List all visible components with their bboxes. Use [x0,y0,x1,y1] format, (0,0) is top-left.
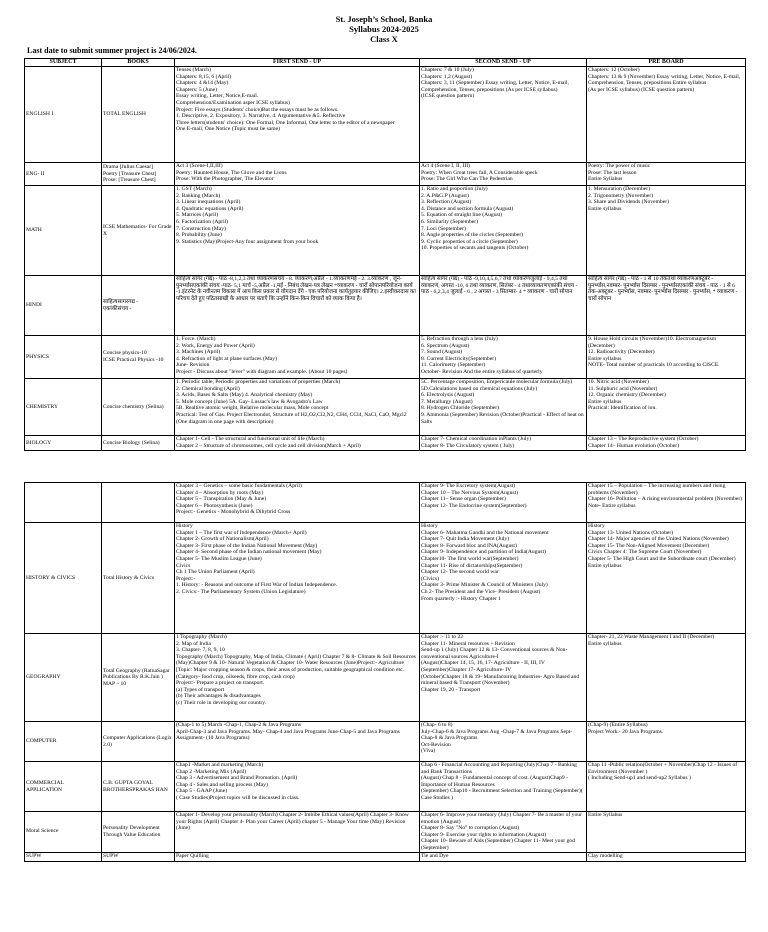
books-cell [102,379,175,436]
table-row [25,276,746,336]
books-cell [102,186,175,276]
cell-line: Chapter 7- Chemical coordination inPlants (July) [421,436,532,442]
cell-line: Comprehension/Examination asper ICSE syllabus) [176,99,290,106]
document-header [0,0,768,44]
table-row [25,67,746,163]
preboard-cell [587,483,746,523]
preboard-cell [587,276,746,336]
cell-line: Chapter 12- The second world war [421,569,499,576]
subject-cell: ENG- II [25,163,102,186]
cell-line: 3. Reflection (August) [421,199,472,206]
cell-line: Entire Syllabus [588,812,623,818]
cell-line: 9. Ammonia (September) Revision (October)Practical - Effect of heat on Salts [421,411,584,425]
cell-line: साहित्य सागर (गद्य) - पाठ -9,10,4,5,6,7 तथा व्याकरणजुलाई - 9,4,5 तथा व्याकरण, अगस्त -10, 6 तथा व्याकरण, सितंबर - 4 तथाव्याकरणएकांकी संचय - पाठ - 6,2,3,4 जुलाई - 6 , 2 अगस्त - 3 सितम्बर- 4 * व्याकरण - चारों सोपान [421,276,578,296]
cell-line: 7. Construction (May) [176,225,226,232]
cell-line: (Chap- 6 to 8) [421,722,453,728]
cell-line: Chapter 10 – The Nervous System(August) [421,489,518,496]
cell-line: 9. Cyclic properties of a circle (September) [421,238,518,245]
cell-line: Total History & Civics [103,574,155,581]
cell-line: April-Chap-3 and Java Programs. May- Chap-4 and Java Programs June-Chap-5 and Java Programs [176,728,400,735]
cell-line: 3. Linear inequations (April) [176,199,241,206]
cell-line: Tie and Dye [421,852,449,859]
cell-line: (September) Chap10 - Recruitment Selection and Training (September)( Case Studies ) [421,788,583,801]
cell-line: Chapters: 13 & 9 (November) Essay writing, Letter, Notice, E-mail, Comprehension, Tenses, prepositions Entire syllabus [588,73,741,87]
first-sendup-cell [175,812,420,853]
cell-line: Chapter 1- Cell - The structural and functional unit of life (March) [176,436,325,442]
cell-line: Assignment- (10 Java Programs) [176,735,250,742]
table-row [25,722,746,762]
books-cell [102,436,175,451]
cell-line: Chapter 13- United Nations (October) [588,529,674,536]
first-sendup-cell [175,762,420,812]
first-sendup-cell [175,276,420,336]
cell-line: Civics [176,562,191,569]
cell-line: SUPW [103,853,119,860]
cell-line: 5D.Calculations based on chemical equations (July) [421,385,538,392]
second-sendup-cell [420,523,587,634]
cell-line: Chapter 3- Prime Minister & Council of Ministers (July) [421,582,548,589]
cell-line: Paper Quilling [176,852,209,859]
cell-line: Project: Five essays (Students' choice)But the essays must be as follows. [176,106,339,113]
first-sendup-cell [175,852,420,861]
table-header-row [25,59,746,67]
cell-line: Chapters: 7 & 10 (July) [421,67,474,73]
cell-line: Act 4 (Scene I, II, III) [421,163,470,169]
cell-line: 3. Acids, Bases & Salts (May) 4. Analytical chemistry (May) [176,392,313,399]
cell-line: Project:- [176,575,196,582]
cell-line: Clay modelling [588,852,623,859]
first-sendup-cell [175,163,420,186]
cell-line: Chapters: 8,15, 6 (April) [176,73,232,80]
cell-line: 2. A.P&G.P (August) [421,192,469,199]
second-sendup-cell [420,634,587,722]
cell-line: Prose: The last lesson [588,169,637,176]
cell-line: Chapter 12- The Endocrine system(September) [421,502,527,509]
cell-line: 12. Radioactivity (December) [588,349,655,356]
cell-line: June- Revision [176,362,210,369]
second-sendup-cell [420,483,587,523]
cell-line: (August) Chap 8 - Fundamental concept of cost. (August)Chap9 - Importance of Human Resources [421,775,568,788]
cell-line: Chapter 6- Improve your memory (July) Chapter 7- Be a master of your emotion (August) [421,812,582,825]
cell-line: Topography (March) Topography, Map of India, Climate ( April) Chapter 7 & 8- Climate & Soil Resources (May)Chapter 9 & 10- Natural Vegetation & Chapter 10- Water Resources (June)Project:- Agriculture [Topic: Major cropping season & crops, their areas of production, suitable geographical condition etc. (Category- food crop, oilseeds, fibre crop, cash crop) [176,653,416,680]
first-sendup-cell [175,186,420,276]
preboard-cell [587,163,746,186]
cell-line: Entire Syllabus [588,176,623,183]
cell-line: Prose: The Girl Who Can The Pedestrian [421,176,513,183]
books-cell [102,336,175,379]
cell-line: 4. Quadratic equations (April) [176,205,244,212]
cell-line: Poetry: The power of music [588,163,651,169]
books-cell [102,276,175,336]
cell-line: Chapter 3 – Genetics – some basic fundamentals (April) [176,483,302,489]
cell-line: C.B. GUPTA GOYAL BROTHERSPRAKAS HAN [103,779,168,793]
subject-cell: Moral Science [25,812,102,853]
cell-line: 7. Loci (September) [421,225,466,232]
cell-line: Chap 5 - GAAP (June) [176,788,228,795]
preboard-cell [587,379,746,436]
cell-line: 6. Spectrum (August) [421,342,470,349]
cell-line: Chapter 9- Independence and partition of India(August) [421,549,546,556]
cell-line: Practical: Identification of ion. [588,405,657,412]
cell-line: Ch 1 The Union Parliament (April) [176,569,255,576]
cell-line: Poetry: Haunted House, The Glove and the Lions [176,169,287,176]
cell-line: Send-up 1 (July) Chapter 12 & 13- Conventional sources & Non-conventional sources Agriculture-I [421,647,568,660]
cell-line: Chapter 2 – Structure of chromosomes, cell cycle and cell division(March + April) [176,442,361,449]
cell-line: Chapter :- 11 to 22 [421,634,464,640]
cell-line: 2. Work, Energy and Power (April) [176,342,255,349]
cell-line: 8. Hydrogen Chloride (September) [421,405,499,412]
cell-line: 8. Angle properties of the circles (September) [421,232,524,239]
cell-line: Chapter 15- The Non-Aligned Movement (December) [588,542,710,549]
cell-line: Act 3 (Scene-I,II,III) [176,163,223,169]
cell-line: 12. Organic chemistry (December) [588,392,666,399]
cell-line: 1 Topography (March) [176,634,227,640]
cell-line: 1. Force. (March) [176,336,216,342]
cell-line: Three letters(students' choice): One Formal, One Informal, One letter to the editor of a newspaper [176,119,395,126]
cell-line: 1. Descriptive, 2. Expository, 3. Narrative, 4. Argumentative &5. Reflective [176,113,346,120]
cell-line: 6. Electrolysis (August) [421,392,475,399]
cell-line: (August)Chapter 14, 15, 16, 17- Agriculture - II, III, IV (September)Chapter 17- Agriculture- IV [421,660,545,673]
cell-line: Chap1 -Market and marketing (March) [176,762,264,768]
cell-line: (Civics) [421,575,440,582]
cell-line: Chapter 8- Forward bloc and INA(August) [421,542,517,549]
cell-line: 11. Calorimetry (September) [421,362,486,369]
cell-line: (Chap-1 to 5) March -Chap-1, Chap-2 & Java Programs [176,722,302,728]
cell-line: Chapters: 3, 11 (September) Essay writing, Letter, Notice, E-mail, Comprehension, Tenses, prepositions (As per ICSE syllabus) [421,80,569,93]
cell-line: Chapter 11– Sense organ (September) [421,496,506,503]
cell-line: Drama [Julius Caesar] [103,164,154,171]
cell-line: July-Chap-6 & Java Programs Aug -Chap-7 & Java Programs Sept- Chap-8 & Java Programs [421,728,573,742]
cell-line: Concise chemistry (Selina) [103,403,164,410]
second-sendup-cell [420,67,587,163]
cell-line: Chapter 3- First phase of the Indian National Movement (May) [176,542,318,549]
subject-cell: HINDI [25,276,102,336]
cell-line: Chapter 7- Quit India Movement (July) [421,536,510,543]
cell-line: Entire syllabus [588,398,622,405]
cell-line: One E-mail, One Notice (Topic must be same) [176,126,280,133]
cell-line: Chapter- 21, 22 Waste Management I and II (December) [588,634,715,640]
cell-line: 5. Mole concept (June) 5A. Gay- Lussac's law & Avogadro's Law [176,398,323,405]
cell-line: 1. GST (March) [176,186,212,192]
cell-line: Chap 4 - Sales and selling process (May) [176,781,268,788]
books-cell [102,634,175,722]
cell-line: 1. History: - Reasons and outcome of First War of Indian Independence. [176,582,338,589]
cell-line: Entire syllabus [588,640,622,647]
cell-line: 1. Mensuration (December) [588,186,650,192]
syllabus-table-page1 [24,58,746,451]
cell-line: 1. Periodic table, Periodic properties and variations of properties (March) [176,379,341,385]
table-row [25,852,746,861]
cell-line: Prose: With the Photographer, The Elevator [176,176,274,183]
cell-line: Civics Chapter 4: The Supreme Court (November) [588,549,702,556]
cell-line: Chapter 13 – The Reproductive system (October) [588,436,699,442]
subject-cell: COMMERCIAL APPLICATION [25,762,102,812]
cell-line: Entire syllabus [588,562,622,569]
second-sendup-cell [420,186,587,276]
school-name: St. Joseph’s School, Banka [335,14,433,24]
cell-line: 10. Nitric acid (November) [588,379,649,385]
cell-line: Chapter 1- Develop your personality (March) Chapter 2- Imbibe Ethical values(April) Chapter 3- Know your Rights (April) Chapter 4- Plan your Career (April) chapter 5 - Manage Your time (May) Revision (June) [176,812,409,832]
cell-line: 1. Ratio and proportion (July) [421,186,488,192]
cell-line: 5C. Percentage composition, Empericaule molecular formula (July) [421,379,573,385]
table-row [25,523,746,634]
first-sendup-cell [175,483,420,523]
cell-line: Project:- Prepare a project on transport. [176,680,265,687]
second-sendup-cell [420,379,587,436]
second-sendup-cell [420,276,587,336]
second-sendup-cell [420,163,587,186]
table-row [25,634,746,722]
cell-line: Chapter 9- Exercise your rights to information (August) [421,831,547,838]
cell-line: Prose: [Treasure Chest] [103,177,156,184]
subject-cell: CHEMISTRY [25,379,102,436]
cell-line: (c) Their role in developing our country. [176,699,267,706]
subject-cell: ENGLISH I [25,67,102,163]
books-cell [102,483,175,523]
books-cell [102,762,175,812]
subject-cell [25,483,102,523]
subject-cell: HISTORY & CIVICS [25,523,102,634]
table-row [25,483,746,523]
cell-line: Chapter 6- Mahatma Gandhi and the National movement [421,529,549,536]
preboard-cell [587,762,746,812]
cell-line: History [421,523,438,529]
cell-line: Concise Biology (Selina) [103,439,160,446]
cell-line: Project Work.- 20 Java Programs. [588,728,664,735]
cell-line: Poetry: When Great trees fall, A Considerable speck [421,169,538,176]
cell-line: Practical: Test of Gas. Project Electrondot, Structure of H2,O2,Cl2,N2, CH4, CCl4, NaCl, CaO, Mgcl2 (One diagram in one page with description) [176,411,407,425]
cell-line: 6. Similarity (September) [421,218,479,225]
cell-line: Chapter 14– Human evolution (October) [588,442,680,449]
cell-line: 2. Map of India [176,640,211,647]
cell-line: Chapter 8- The Circulatory system ( July) [421,442,515,449]
syllabus-title: Syllabus 2024-2025 [349,24,419,34]
cell-line: Note- Entire syllabus [588,502,636,509]
cell-line: History [176,523,193,529]
cell-line: (b) Their advantages & disadvantages [176,693,261,700]
cell-line: Poetry [Treasure Chest] [103,170,157,177]
cell-line: Chap 3 - Advertisement and Brand Promotion. (April) [176,775,298,782]
cell-line: Chapter 11- Rise of dictatorships(September) [421,562,523,569]
cell-line: Concise physics-10 [103,350,147,357]
cell-line: Chap 11 -Public relation(October + November)Chap 12 - Issues of Environment (November ) [588,762,738,775]
cell-line: ( Including Send-up1 and send-up2 Syllabus ) [588,775,691,782]
cell-line: 6. Factorization (April) [176,218,229,225]
cell-line: October- Revision And the entire syllabus of quarterly [421,368,543,375]
cell-line: 9. House Hold circuits (November)10. Electromagnetism (December) [588,336,717,349]
cell-line: 8. Probability (June) [176,232,222,239]
cell-line: Essay writing, Letter, Notice,E-mail. [176,93,259,100]
subject-cell: PHYSICS [25,336,102,379]
cell-line: 9. Statistics (May)Project-Any four assignment from your book [176,238,319,245]
cell-line: Total Geography (RatnaSagar Publications By R.K.Jain ) MAP – 10 [103,667,170,687]
cell-line: (Chap-9) (Entire Syllabus) [588,722,648,728]
cell-line: 5. Matrices (April) [176,212,219,219]
books-cell [102,163,175,186]
books-cell [102,812,175,853]
cell-line: 5. Equation of straight line (August) [421,212,503,219]
second-sendup-cell [420,436,587,451]
cell-line: Chapter10- The first world war(September) [421,555,519,562]
cell-line: 2. Banking (March) [176,192,221,199]
books-cell [102,523,175,634]
cell-line: Chapter 9- The Excretory system(August) [421,483,516,489]
cell-line: 2. Civics:- The Parliamentary System (Union Legislature) [176,588,306,595]
subject-cell: MATH [25,186,102,276]
cell-line: ( Case Studies)Project topics will be discussed in class. [176,794,300,801]
cell-line: Chapter 15 – Population – The increasing numbers and rising problems (November) [588,483,726,496]
cell-line: Project - Discuss about "lever" with diagram and example. (About 10 pages) [176,368,348,375]
cell-line: Chapters: 12 (October) [588,67,640,73]
first-sendup-cell [175,634,420,722]
cell-line: 4. Distance and section formula (August) [421,205,514,212]
cell-line: साहित्य सागर (गद्य) - पाठ -8,1,2,3 तथा व्याकरणसंचय - 8. व्याकरण,अप्रैल - 1.व्याकरणमई - 2. 3.व्याकरण , जून-पुनर्भ्यासएकांकी संचय -पाठ- 5,1 मार्च -5,अप्रैल -1,मई - निबंध लेखन-पत्र लेखन *व्याकरण - चारों सोपानपरियोजना कार्य -1.इंटरनेट के नवीनतम विकास में आप किस प्रकार से योगदान देंगे - एक परियोजना कार्यतुइयार कीजिए। 2.इस्वीकरदास का परिचय देते हुए पठितसाखी के आधार पर बताएँ कि उन्होंने किन-किन विचारों को व्याक किया है। [176,276,416,302]
cell-line: 8. Current Electricity(September) [421,355,497,362]
cell-line: NOTE- Total number of practicals 10 according to CISCE. [588,362,720,369]
table-row [25,379,746,436]
table-row [25,436,746,451]
first-sendup-cell [175,523,420,634]
cell-line: History [588,523,605,529]
second-sendup-cell [420,852,587,861]
cell-line: Chapters: 1,2 (August) [421,73,473,80]
cell-line: From quarterly :- History Chapter 1 [421,595,502,602]
books-cell [102,852,175,861]
cell-line: साहित्यसागरगद्य - [103,298,139,305]
deadline-note: Last date to submit summer project is 24/06/2024. [27,46,197,55]
table-row [25,336,746,379]
second-sendup-cell [420,722,587,762]
first-sendup-cell [175,336,420,379]
books-cell [102,67,175,163]
table-row [25,163,746,186]
cell-line: Project:- Genetics - Monohybrid & Dihybrid Cross [176,509,291,516]
cell-line: 2. Trigonometry (November) [588,192,654,199]
preboard-cell [587,67,746,163]
cell-line: Chap 2 -Marketing Mix (April) [176,768,247,775]
preboard-cell [587,634,746,722]
cell-line: Oct-Revision [421,741,451,748]
cell-line: 5. Refraction through a lens (July) [421,336,498,342]
cell-line: Chapter 16- Pollution – A rising environmental problem (November) [588,496,743,503]
cell-line: Chapter 5- The High Court and the Subordinate court (December) [588,555,736,562]
first-sendup-cell [175,67,420,163]
cell-line: 11. Sulphuric acid (November) [588,385,658,392]
cell-line: 10. Properties of secants and tangents (October) [421,245,529,252]
cell-line: Chapter 5- The Muslim League (June) [176,555,262,562]
cell-line: Chapter 11- Mineral resources + Revision [421,640,515,647]
subject-cell: GEOGRAPHY [25,634,102,722]
second-sendup-cell [420,812,587,853]
cell-line: (As per ICSE syllabus) (ICSE question pattern) [588,86,695,93]
first-sendup-cell [175,722,420,762]
cell-line: Chapter 4 – Absorption by roots (May) [176,489,264,496]
table-row [25,812,746,853]
column-header: FIRST SEND - UP [175,59,420,67]
preboard-cell [587,523,746,634]
cell-line: 7. Sound (August) [421,349,463,356]
second-sendup-cell [420,336,587,379]
cell-line: TOTAL ENGLISH [103,111,146,118]
cell-line: (Viva) [421,748,436,755]
books-cell [102,722,175,762]
cell-line: Computer Applications (Logix 2.0) [103,734,172,748]
cell-line: Personality Development Through Value Education [103,825,161,838]
class-title: Class X [370,34,398,44]
preboard-cell [587,186,746,276]
cell-line: Chapter 6 – Photosynthesis (June) [176,502,253,509]
cell-line: Entire syllabus [588,355,622,362]
preboard-cell [587,336,746,379]
subject-cell: COMPUTER [25,722,102,762]
preboard-cell [587,436,746,451]
cell-line: 5B. Realtive atomic weight, Relative molecular mass, Mole concept [176,405,329,412]
cell-line: Chapter 19, 20 - Transport [421,686,481,693]
column-header: PRE BOARD [587,59,746,67]
preboard-cell [587,812,746,853]
cell-line: Chapter 8- Say "No" to corruption (August) [421,825,520,832]
cell-line: Chapter 10- Beware of Aids (September) Chapter 11- Meet your god (September) [421,838,575,851]
column-header: BOOKS [102,59,175,67]
cell-line: Ch 2- The President and the Vice- President (August) [421,588,541,595]
cell-line: एकांकीसंचय - [103,305,132,312]
column-header: SECOND SEND - UP [420,59,587,67]
cell-line: Chapter 4- Second phase of the Indian national movement (May) [176,549,322,556]
first-sendup-cell [175,436,420,451]
cell-line: Tenses (March) [176,67,211,73]
first-sendup-cell [175,379,420,436]
cell-line: 7. Metallurgy (August) [421,398,473,405]
cell-line: साहित्य सागर (गद्य) - पाठ - 1 से 10 तकतथा व्याकरणअक्टूबर - पुनर्भ्यास,नवम्बर- पुनर्भ्यास दिसम्बर - पुनर्भ्यासएकांकी संचय - पाठ - 1 से 6 तक-अक्टूबर - पुनर्भ्यास, नवम्बर- पुनर्भ्यास दिसम्बर - पुनर्भ्यास, * व्याकरण - चारों सोपान [588,276,738,302]
cell-line: Chapter 1 – The first war of Independence (March+ April) [176,529,307,536]
subject-cell: BIOLOGY [25,436,102,451]
syllabus-table-page2 [24,482,746,862]
cell-line: Entire syllabus [588,205,622,212]
cell-line: 3. Machines (April) [176,349,221,356]
table-row [25,186,746,276]
cell-line: Chap 6 - Financial Accounting and Reporting (July)Chap 7 - Banking and Bank Transactions [421,762,577,775]
cell-line: (a) Types of transport [176,686,225,693]
cell-line: (ICSE question pattern) [421,93,475,100]
cell-line: Chapters: 5 (June) [176,86,218,93]
cell-line: Chapter 5 – Transpiration (May & June) [176,496,267,503]
cell-line: (October)Chapter 18 & 19- Manufacturing Industries- Agro Based and mineral based & Transport (November) [421,673,580,687]
cell-line: Chapter 14- Major agencies of the United Nations (November) [588,536,729,543]
preboard-cell [587,852,746,861]
cell-line: Chapters: 4 &14 (May) [176,80,229,87]
cell-line: 2. Chemical bonding (April) [176,385,240,392]
cell-line: Chapter 2- Growth of Nationalism(April) [176,536,269,543]
cell-line: 4. Refraction of light at plane surfaces (May) [176,355,277,362]
table-row [25,762,746,812]
cell-line: ICSE Practical Physics -10 [103,357,164,363]
cell-line: ICSE Mathematics- For Grade X [103,223,172,237]
second-sendup-cell [420,762,587,812]
column-header: SUBJECT [25,59,102,67]
cell-line: 3. Chapter- 7, 8, 9, 10 [176,647,225,654]
cell-line: 3. Share and Dividends (November) [588,199,669,206]
subject-cell: SUPW [25,852,102,861]
preboard-cell [587,722,746,762]
